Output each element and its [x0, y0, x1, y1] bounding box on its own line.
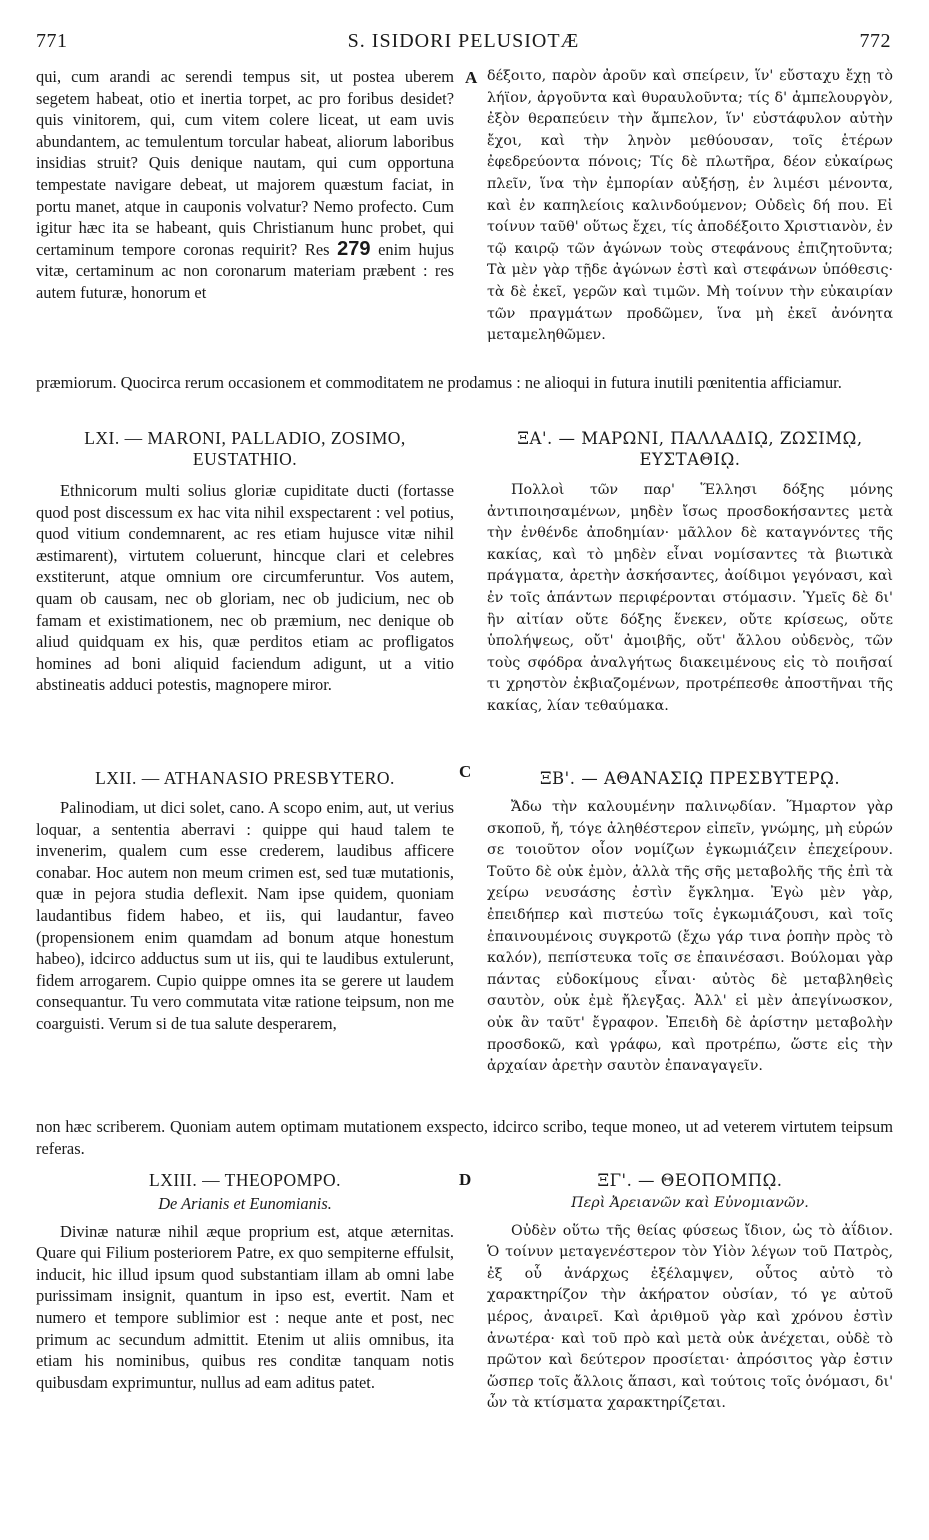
section-marker-d: D	[459, 1170, 472, 1189]
intro-latin-text	[36, 66, 454, 304]
letter-63-latin-text: Divinæ naturæ nihil æque proprium est, atque æternitas. Quare qui Filium posteriorem Patre, ex quo sempiterne effulsit, inducit, hic illud ipsum quod substantiam illam ab omni labe purissimam insignit, quantum in ipso est, evertit. Nam et numero et tempore sublimior est : neque ante et post, nec primum ac secundum admittit. Etenim ut aliis omnibus, ita etiam his nominibus, quibus res conditæ tanquam notis quibusdam exprimuntur, nullus ad eam aditus patet.	[36, 1221, 454, 1392]
intro-latin-post: enim hujus vitæ, certaminum ac non coronarum materiam præbent : res autem futuræ, honorum et	[36, 239, 454, 302]
letter-61-latin-heading: LXI. — MARONI, PALLADIO, ZOSIMO, EUSTATHIO.	[84, 428, 406, 469]
letter-63-latin-heading: LXIII. — THEOPOMPO.	[149, 1170, 341, 1190]
letter-61-greek-text: Πολλοὶ τῶν παρ' Ἕλλησι δόξης μόνης ἀντιποιησαμένων, μηδὲν ἴσως προσδοκήσαντες μετὰ τὴν ἐνθένδε ἀποδημίαν· μᾶλλον δὲ καταγνόντες τῆς κακίας, καὶ τὸ μηδὲν εἶναι νομίσαντες τὰ βιωτικὰ πράγματα, ἀρετὴν ἀσκήσαντες, ἀοίδιμοι γεγόνασι, καὶ ἐν τοῖς ἁπάντων περιφέρονται στόμασιν. Ὑμεῖς δὲ δι' ἣν αἰτίαν οὔτε δόξης ἕνεκεν, οὔτε κρίσεως, οὔτε ὑπολήψεως, οὔτ' ἀμοιβῆς, οὔτ' ἄλλου οὐδενὸς, τῶν τοὺς σφόδρα ἀναλγήτως διακειμένους εἰς τὸ ποιῆσαί τι χρηστὸν ἐκβιαζομένων, προτρέπεσθε ἀποστῆναι τῆς κακίας, λίαν τεθαύμακα.	[487, 482, 893, 714]
letter-62-greek-heading: ΞΒ'. — ΑΘΑΝΑΣΙῼ ΠΡΕΣΒΥΤΕΡῼ.	[539, 769, 841, 788]
letter-62-greek-text: Ἄδω τὴν καλουμένην παλινῳδίαν. Ἥμαρτον γὰρ σκοποῦ, ἤ, τόγε ἀληθέστερον εἰπεῖν, γνώμης, μὴ εὑρών σε τοιοῦτον οἷον νομίζων ἐγκωμιάζειν ἐπεχείρουν. Τοῦτο δὲ οὐκ ἐμὸν, ἀλλὰ τῆς σῆς μεταβολῆς τῆς ἐπὶ τὰ χείρω νευσάσης ἐστὶν ἔγκλημα. Ἐγὼ μὲν γὰρ, ἐπειδήπερ καὶ πιστεύω τοῖς ἐγκωμιάζουσι, καὶ τοῖς ἐπαινουμένοις συγκροτῶ (ἔχω γάρ τινα ῥοπὴν πρὸς τὸ καλόν), πεπίστευκα τοῖς σε ἐπαινέσασι. Βούλομαι γὰρ πάντας εὐδοκίμους εἶναι· αὐτὸς δὲ μεταβληθεὶς σαυτὸν, οὐκ ἐμὲ ἤλεγξας. Ἀλλ' εἰ μὲν ἀπεγίνωσκον, οὐκ ἂν ταῦτ' ἔγραφον. Ἐπειδὴ δὲ ἀρίστην μεταβολὴν προσδοκῶ, καὶ γράφω, καὶ προτρέπω, ὥστε εἰς τὴν ἀρχαίαν ἀρετὴν σαυτὸν ἐπαναγαγεῖν.	[487, 799, 893, 1075]
section-marker-a: A	[465, 68, 478, 87]
intro-greek-column	[487, 66, 893, 347]
running-title: S. ISIDORI PELUSIOTÆ	[347, 30, 580, 52]
letter-61-latin	[36, 428, 454, 696]
section-marker-c: C	[459, 762, 472, 781]
letter-62-latin	[36, 768, 454, 1035]
column-number: 279	[337, 237, 371, 260]
letter-63-greek-heading: ΞΓ'. — ΘΕΟΠΟΜΠῼ.	[597, 1171, 783, 1190]
letter-63-greek	[487, 1170, 893, 1415]
letter-63-greek-text: Οὐδὲν οὕτω τῆς θείας φύσεως ἴδιον, ὡς τὸ ἀΐδιον. Ὁ τοίνυν μεταγενέστερον τὸν Υἱὸν λέγων τοῦ Πατρὸς, ἐξ οὗ ἀνάρχως ἐξέλαμψεν, οὗτος αὐτὸ τὸ χαρακτηρίζον τὴν ἀκήρατον οὐσίαν, τό γε αὐτοῦ μέρος, ἀναιρεῖ. Καὶ ἀριθμοῦ γὰρ καὶ χρόνου ἐστὶν ἀνωτέρα· καὶ τοῦ πρὸ καὶ μετὰ οὐκ ἀνέχεται, οὐδὲ τὸ πρῶτον καὶ δεύτερον προσίεται· ἀπρόσιτος γὰρ ἐστιν ὥσπερ τοῖς ἄλλοις ἅπασι, καὶ τούτοις τοῖς ὀνόμασι, δι' ὧν τὰ κτίσματα χαρακτηρίζεται.	[487, 1222, 893, 1412]
intro-latin-column	[36, 66, 454, 304]
intro-greek-text: δέξοιτο, παρὸν ἀροῦν καὶ σπείρειν, ἵν' εὔσταχυ ἔχῃ τὸ λήϊον, ἀργοῦντα καὶ θυραυλοῦντα; τίς δ' ἀμπελουργὸν, ἐξὸν θεραπεύειν τὴν ἄμπελον, ἵν' εὐστάφυλον αὐτὴν ἔχοι, καὶ τὴν ληνὸν μεθύουσαν, τοῖς ἑτέρων ἐφεδρεύοντα πόνοις; Τίς δὲ πλωτῆρα, δέον εὐκαίρως πλεῖν, ἵνα τὴν ἐμπορίαν αὐξήσῃ, ἐν λιμέσι μένοντα, καὶ ἐν καπηλείοις καλινδούμενον; Οὐδεὶς δή που. Εἰ τοίνυν ταῦθ' οὕτως ἔχει, τίς ἀποδέξοιτο Χριστιανὸν, ἐν τῷ καιρῷ τῶν ἀγώνων τοὺς στεφάνους ἐπιζητοῦντα; Τὰ μὲν γὰρ τῇδε ἀγώνων ἐστὶ καὶ στεφάνων ὑπόθεσις· τὰ δὲ ἐκεῖ, γερῶν καὶ τιμῶν. Μὴ τοίνυν τὴν εὐκαιρίαν τῶν πραγμάτων προδῶμεν, ἵνα μὴ ἐκεῖ ἀνόνητα μεταμεληθῶμεν.	[487, 68, 893, 344]
letter-61-greek	[487, 428, 893, 718]
page-header	[36, 30, 891, 60]
intro-latin-pre: qui, cum arandi ac serendi tempus sit, ut postea uberem segetem habeat, otio et inertia torpet, ac pro foribus desidet? quis vinitorem, qui, cum vitem colere liceat, ut eam uvis abundantem, ac temulentum torcular habeat, aliorum laboribus insidias struit? Quis denique nautam, qui cum opportuna tempestate navigare debeat, ut majorem quæstum faciat, in portu manet, atque in cauponis volvatur? Nemo profecto. Cum igitur hæc ita se habeant, quis Christianum hunc probet, qui certaminum tempore coronas requirit? Res	[36, 67, 454, 259]
letter-62-greek	[487, 768, 893, 1078]
letter-63-greek-subtitle: Περὶ Ἀρειανῶν καὶ Εὐνομιανῶν.	[571, 1195, 809, 1211]
letter-62-latin-text: Palinodiam, ut dici solet, cano. A scopo enim, aut, ut verius loquar, a sententia aberravi : quippe qui haud talem te invenerim, qualem cum esse crederem, laudibus afficere conabar. Hoc autem non meum crimen est, sed tuæ mutationis, quæ in pejora studia deflexit. Nam ipse quidem, quoniam laudantibus fidem habeo, et iis, qui laudantur, faveo (propensionem enim quamdam ad bonum atque honestum habeo), idcirco adductus sum ut iis, qui te laudibus extulerunt, fidem arrogarem. Cupio quippe omnes ita se gerere ut laudem consequantur. Tu vero commutata vitæ ratione teipsum, non me coarguisti. Verum si de tua salute desperarem,	[36, 798, 454, 1033]
intro-full-line: præmiorum. Quocirca rerum occasionem et commoditatem ne prodamus : ne alioqui in futura inutili pœnitentia afficiamur.	[36, 373, 842, 392]
letter-63-latin	[36, 1170, 454, 1393]
letter-62-full-line: non hæc scriberem. Quoniam autem optimam mutationem exspecto, idcirco scribo, teque moneo, ut ad veterem virtutem teipsum referas.	[36, 1117, 893, 1158]
letter-61-latin-text: Ethnicorum multi solius gloriæ cupiditate ducti (fortasse quod post discessum ex hac vita nihil exspectarent : vel potius, quod vitium condemnarent, ac res etiam hujusce vitæ nihil æstimarent), virtutem coluerunt, hincque clari et celebres exstiterunt, atque omnium ore circumferuntur. Vos autem, quam ob causam, nec ob gloriam, nec ob judicium, nec ob famam et existimationem, nec ob præmium, nec denique ob aliud quidquam ex his, quæ perditos etiam ac profligatos homines ad boni aliquid faciendum adigunt, ut a vitio abstineatis adduci potestis, magnopere miror.	[36, 481, 454, 695]
letter-62-latin-heading: LXII. — ATHANASIO PRESBYTERO.	[95, 768, 395, 788]
page-number-left: 771	[36, 30, 68, 52]
page-number-right: 772	[859, 30, 891, 52]
letter-63-latin-subtitle: De Arianis et Eunomianis.	[158, 1194, 332, 1213]
letter-61-greek-heading: ΞΑ'. — ΜΑΡΩΝΙ, ΠΑΛΛΑΔΙῼ, ΖΩΣΙΜῼ, ΕΥΣΤΑΘΙῼ.	[517, 429, 863, 469]
